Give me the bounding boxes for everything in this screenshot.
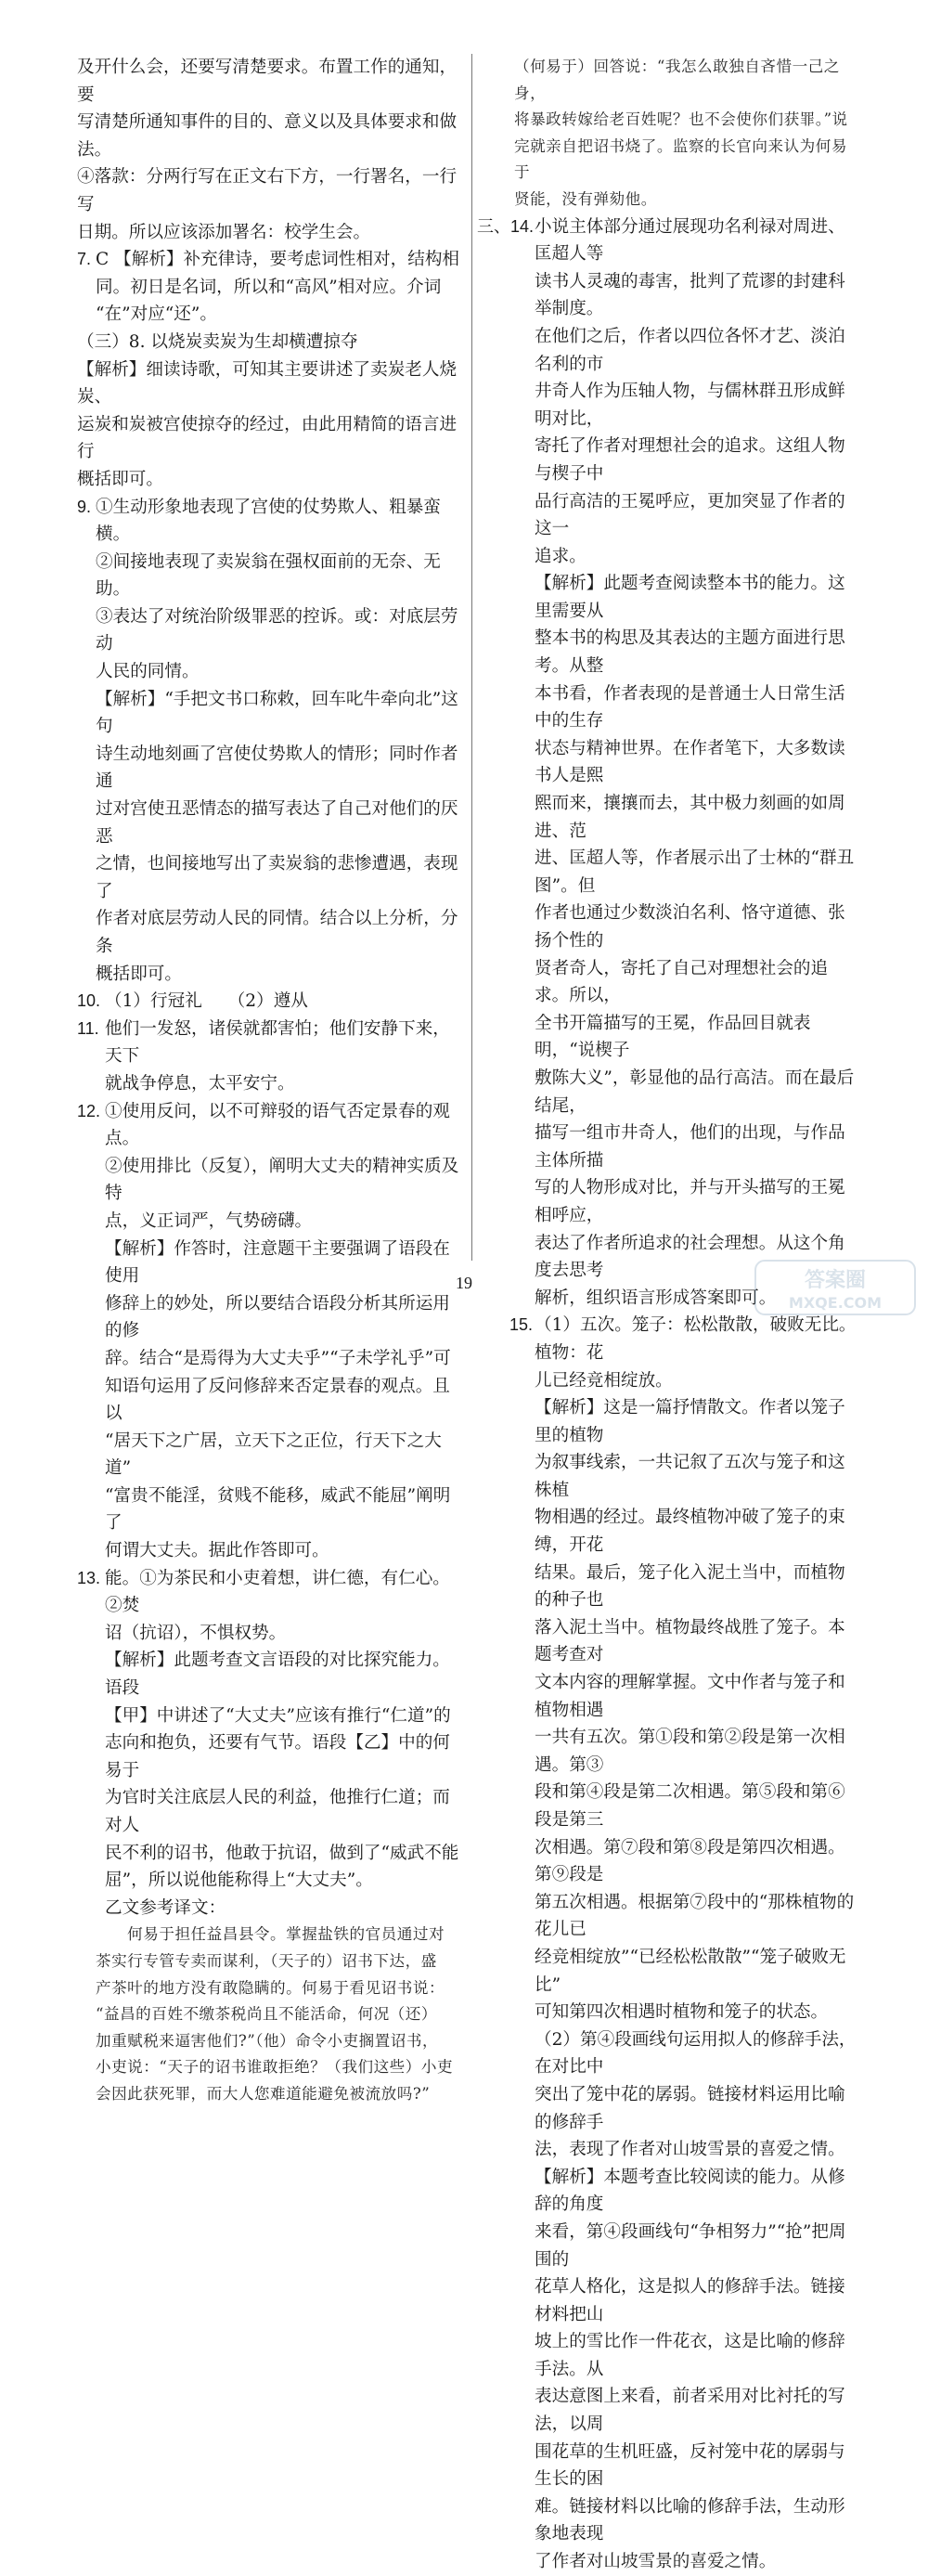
- question-9: [77, 494, 467, 989]
- analysis-q8: 【解析】细读诗歌，可知其主要讲述了卖炭老人烧炭、 运炭和炭被宫使掠夺的经过，由此用精简的语言进行 概括即可。: [77, 359, 458, 489]
- question-number: 10.: [77, 991, 101, 1011]
- answer-text: （1）行冠礼 （2）遵从: [105, 991, 308, 1012]
- answer-text: 他们一发怒，诸侯就都害怕；他们安静下来，天下 就战争停息，太平安宁。: [105, 1018, 450, 1094]
- question-number: 12.: [77, 1101, 101, 1120]
- question-number: 7.: [77, 250, 92, 269]
- watermark-top-text: 答案圈: [804, 1269, 867, 1292]
- answer-text: 能。①为茶民和小吏着想，讲仁德，有仁心。②焚 诏（抗诏），不惧权势。 【解析】此题考查文言语段的对比探究能力。语段 【甲】中讲述了“大丈夫”应该有推行“仁道”的 志向和抱负，还要有气节。语段【乙】中的何易于 为官时关注底层人民的利益，他推行仁道；而对人 民不利的诏书，他敢于抗诏，做到了“威武不能 屈”，所以说他能称得上“大丈夫”。 乙文参考译文：: [105, 1568, 459, 1918]
- watermark-bottom-text: MXQE.COM: [788, 1294, 883, 1312]
- question-13: [77, 1565, 467, 1922]
- translation-text: 何易于担任益昌县令。掌握盐铁的官员通过对 茶实行专管专卖而谋利，（天子的）诏书下达，盛 产茶叶的地方没有敢隐瞒的。何易于看见诏书说： “益昌的百姓不缴茶税尚且不能活命，何况（还） 加重赋税来逼害他们?”（他）命令小吏搁置诏书， 小吏说：“天子的诏书谁敢拒绝？（我们这些）小吏 会因此获死罪，而大人您难道能避免被流放吗?”: [96, 1925, 454, 2103]
- question-number: 13.: [77, 1568, 101, 1587]
- answer-text: 小说主体部分通过展现功名利禄对周进、匡超人等 读书人灵魂的毒害，批判了荒谬的封建科举制度。 在他们之后，作者以四位各怀才艺、淡泊名利的市 井奇人作为压轴人物，与儒林群丑形成鲜明对比， 寄托了作者对理想社会的追求。这组人物与楔子中 品行高洁的王冕呼应，更加突显了作者的这一 追求。 【解析】此题考查阅读整本书的能力。这里需要从 整本书的构思及其表达的主题方面进行思考。从整 本书看，作者表现的是普通士人日常生活中的生存 状态与精神世界。在作者笔下，大多数读书人是熙 熙而来，攘攘而去，其中极力刻画的如周进、范 进、匡超人等，作者展示出了士林的“群丑图”。但 作者也通过少数淡泊名利、恪守道德、张扬个性的 贤者奇人，寄托了自己对理想社会的追求。所以， 全书开篇描写的王冕，作品回目就表明，“说楔子 敷陈大义”，彰显他的品行高洁。而在最后结尾， 描写一组市井奇人，他们的出现，与作品主体所描 写的人物形成对比，并与开头描写的王冕相呼应， 表达了作者所追求的社会理想。从这个角度去思考 解析，组织语言形成答案即可。: [535, 216, 855, 1308]
- answer-text: ①使用反问，以不可辩驳的语气否定景春的观点。 ②使用排比（反复），阐明大丈夫的精神实质及特 点，义正词严，气势磅礴。 【解析】作答时，注意题干主要强调了语段在使用 修辞上的妙处，所以要结合语段分析其所运用的修 辞。结合“是焉得为大丈夫乎”“子未学礼乎”可 知语句运用了反问修辞来否定景春的观点。且以 “居天下之广居，立天下之正位，行天下之大道” “富贵不能淫，贫贱不能移，威武不能屈”阐明了 何谓大丈夫。据此作答即可。: [105, 1101, 459, 1561]
- question-number: 三、14.: [477, 216, 535, 236]
- continued-paragraph: 及开什么会，还要写清楚要求。布置工作的通知，要 写清楚所通知事件的目的、意义以及具体要求和做法。 ④落款：分两行写在正文右下方，一行署名，一行写 日期。所以应该添加署名：校学生会。: [77, 58, 458, 242]
- page-number: 19: [456, 1274, 472, 1292]
- question-number: 11.: [77, 1018, 99, 1038]
- left-column: [77, 54, 467, 2108]
- question-7: [77, 246, 467, 329]
- column-divider: [471, 54, 472, 1261]
- section-three-q8: （三）8. 以烧炭卖炭为生却横遭掠夺: [77, 331, 358, 352]
- question-14: [477, 214, 857, 1313]
- question-11: [77, 1016, 467, 1098]
- answer-text: C 【解析】补充律诗，要考虑词性相对，结构相 同。初日是名词，所以和“高风”相对应。介词 “在”对应“还”。: [96, 250, 460, 325]
- question-12: [77, 1098, 467, 1565]
- translation-continued: （何易于）回答说：“我怎么敢独自吝惜一己之身， 将暴政转嫁给老百姓呢？也不会使你们获罪。”说 完就亲自把诏书烧了。监察的长官向来认为何易于 贤能，没有弹劾他。: [514, 58, 848, 208]
- question-10: [77, 988, 467, 1016]
- answer-text: ①生动形象地表现了宫使的仗势欺人、粗暴蛮横。 ②间接地表现了卖炭翁在强权面前的无奈、无助。 ③表达了对统治阶级罪恶的控诉。或：对底层劳动 人民的同情。 【解析】“手把文书口称敕，回车叱牛牵向北”这句 诗生动地刻画了宫使仗势欺人的情形；同时作者通 过对宫使丑恶情态的描写表达了自己对他们的厌恶 之情，也间接地写出了卖炭翁的悲惨遭遇，表现了 作者对底层劳动人民的同情。结合以上分析，分条 概括即可。: [96, 497, 458, 984]
- question-number: 9.: [77, 497, 92, 516]
- answer-text: （1）五次。笼子：松松散散，破败无比。植物：花 儿已经竞相绽放。 【解析】这是一篇抒情散文。作者以笼子里的植物 为叙事线索，一共记叙了五次与笼子和这株植 物相遇的经过。最终植物冲破了笼子的束缚，开花 结果。最后，笼子化入泥土当中，而植物的种子也 落入泥土当中。植物最终战胜了笼子。本题考查对 文本内容的理解掌握。文中作者与笼子和植物相遇 一共有五次。第①段和第②段是第一次相遇。第③ 段和第④段是第二次相遇。第⑤段和第⑥段是第三 次相遇。第⑦段和第⑧段是第四次相遇。第⑨段是 第五次相遇。根据第⑦段中的“那株植物的花儿已 经竞相绽放”“已经松松散散”“笼子破败无比” 可知第四次相遇时植物和笼子的状态。 （2）第④段画线句运用拟人的修辞手法，在对比中 突出了笼中花的孱弱。链接材料运用比喻的修辞手 法，表现了作者对山坡雪景的喜爱之情。 【解析】本题考查比较阅读的能力。从修辞的角度 来看，第④段画线句“争相努力”“抢”把周围的 花草人格化，这是拟人的修辞手法。链接材料把山 坡上的雪比作一件花衣，这是比喻的修辞手法。从 表达意图上来看，前者采用对比衬托的写法，以周 围花草的生机旺盛，反衬笼中花的孱弱与生长的困 难。链接材料以比喻的修辞手法，生动形象地表现 了作者对山坡雪景的喜爱之情。: [535, 1315, 857, 2572]
- question-15: [477, 1312, 857, 2575]
- watermark-logo: [754, 1259, 917, 1316]
- question-number: 15.: [509, 1315, 533, 1335]
